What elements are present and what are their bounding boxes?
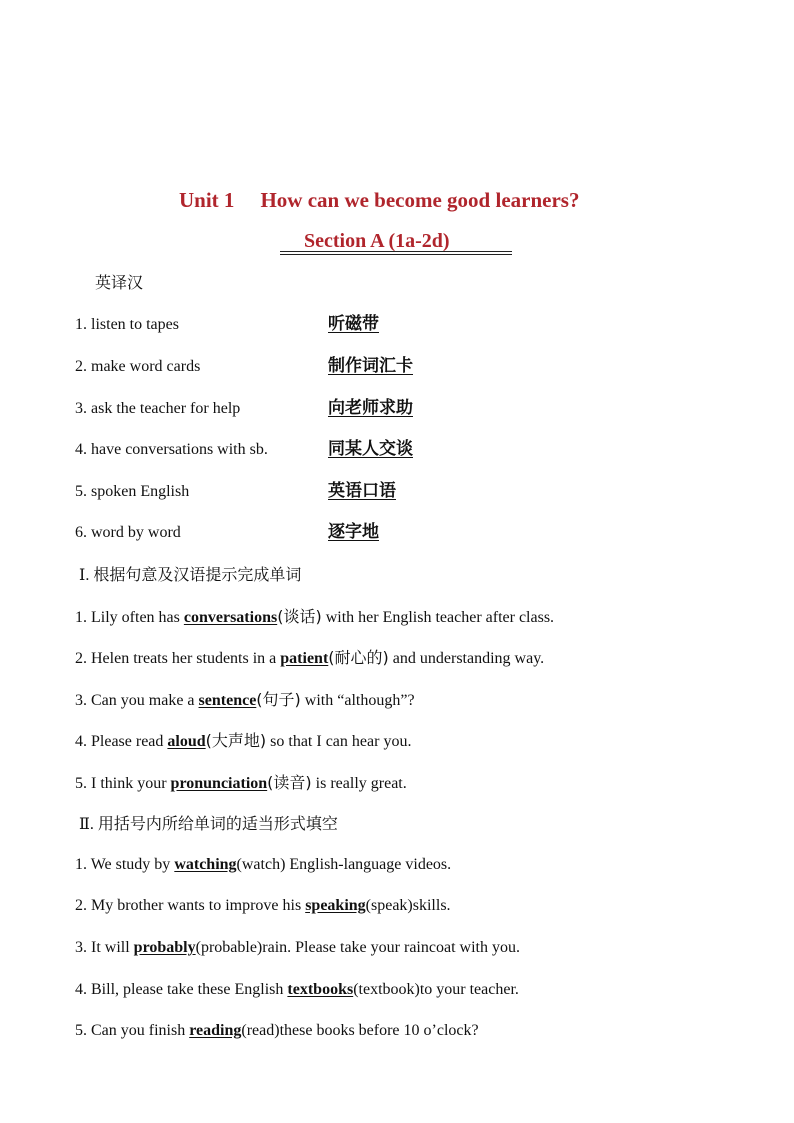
answer: patient (280, 650, 329, 667)
answer: speaking (305, 897, 366, 914)
vocab-zh-answer: 逐字地 (328, 522, 379, 542)
answer: watching (174, 856, 237, 873)
part1-instruction: 根据句意及汉语提示完成单词 (93, 565, 302, 584)
vocab-en: 1. listen to tapes (75, 316, 179, 333)
text-fragment: (probable)rain. Please take your raincoat with you. (195, 939, 520, 956)
text-fragment: 5. I think your (75, 775, 171, 792)
exercise-item (75, 731, 411, 752)
vocab-zh-answer: 英语口语 (328, 481, 396, 501)
exercise-item (75, 855, 451, 875)
exercise-item (75, 607, 554, 628)
text-fragment: (谈话) (277, 607, 322, 626)
text-fragment: 5. Can you finish (75, 1022, 190, 1039)
answer: sentence (198, 692, 257, 709)
part2-number: Ⅱ. (79, 816, 94, 833)
answer: pronunciation (170, 775, 268, 792)
vocab-en: 2. make word cards (75, 358, 201, 375)
answer: reading (189, 1022, 242, 1039)
text-fragment: 2. My brother wants to improve his (75, 897, 306, 914)
exercise-item (75, 896, 451, 916)
text-fragment: (句子) (256, 690, 301, 709)
text-fragment: (textbook)to your teacher. (353, 981, 519, 998)
section-label: Section A (1a-2d) (304, 230, 450, 252)
vocab-en: 6. word by word (75, 524, 181, 541)
vocab-en: 3. ask the teacher for help (75, 400, 241, 417)
exercise-item (75, 648, 544, 669)
answer: textbooks (287, 981, 354, 998)
text-fragment: so that I can hear you. (266, 733, 412, 750)
page-title (179, 187, 579, 213)
text-fragment: 1. Lily often has (75, 609, 184, 626)
title-question: How can we become good learners? (260, 188, 580, 212)
vocab-heading: 英译汉 (95, 273, 144, 292)
exercise-item (75, 938, 520, 958)
part1-number: Ⅰ. (79, 567, 90, 584)
vocab-zh-answer: 制作词汇卡 (328, 356, 413, 376)
answer: aloud (167, 733, 206, 750)
exercise-item (75, 1021, 479, 1041)
exercise-item (75, 773, 407, 794)
text-fragment: 3. Can you make a (75, 692, 199, 709)
vocab-zh-answer: 向老师求助 (328, 398, 413, 418)
exercise-item (75, 980, 519, 1000)
text-fragment: (读音) (267, 773, 312, 792)
text-fragment: (watch) English-language videos. (236, 856, 452, 873)
double-underline-bottom (280, 254, 512, 255)
text-fragment: and understanding way. (388, 650, 545, 667)
text-fragment: with “although”? (300, 692, 415, 709)
exercise-item (75, 690, 415, 711)
unit-label: Unit 1 (179, 188, 235, 212)
text-fragment: with her English teacher after class. (321, 609, 555, 626)
part2-heading (79, 814, 338, 835)
text-fragment: 2. Helen treats her students in a (75, 650, 281, 667)
part2-instruction: 用括号内所给单词的适当形式填空 (97, 814, 338, 833)
text-fragment: (耐心的) (328, 648, 389, 667)
text-fragment: 4. Please read (75, 733, 168, 750)
part1-heading (79, 565, 301, 586)
text-fragment: (speak)skills. (365, 897, 451, 914)
text-fragment: is really great. (311, 775, 407, 792)
double-underline-top (280, 251, 512, 252)
vocab-en: 5. spoken English (75, 483, 190, 500)
text-fragment: (read)these books before 10 o’clock? (241, 1022, 479, 1039)
section-subtitle (280, 229, 512, 255)
answer: probably (133, 939, 196, 956)
text-fragment: 1. We study by (75, 856, 175, 873)
vocab-en: 4. have conversations with sb. (75, 441, 268, 458)
vocab-zh-answer: 同某人交谈 (328, 439, 413, 459)
vocab-zh-answer: 听磁带 (328, 314, 379, 334)
text-fragment: 4. Bill, please take these English (75, 981, 288, 998)
answer: conversations (183, 609, 278, 626)
text-fragment: 3. It will (75, 939, 134, 956)
text-fragment: (大声地) (205, 731, 267, 750)
